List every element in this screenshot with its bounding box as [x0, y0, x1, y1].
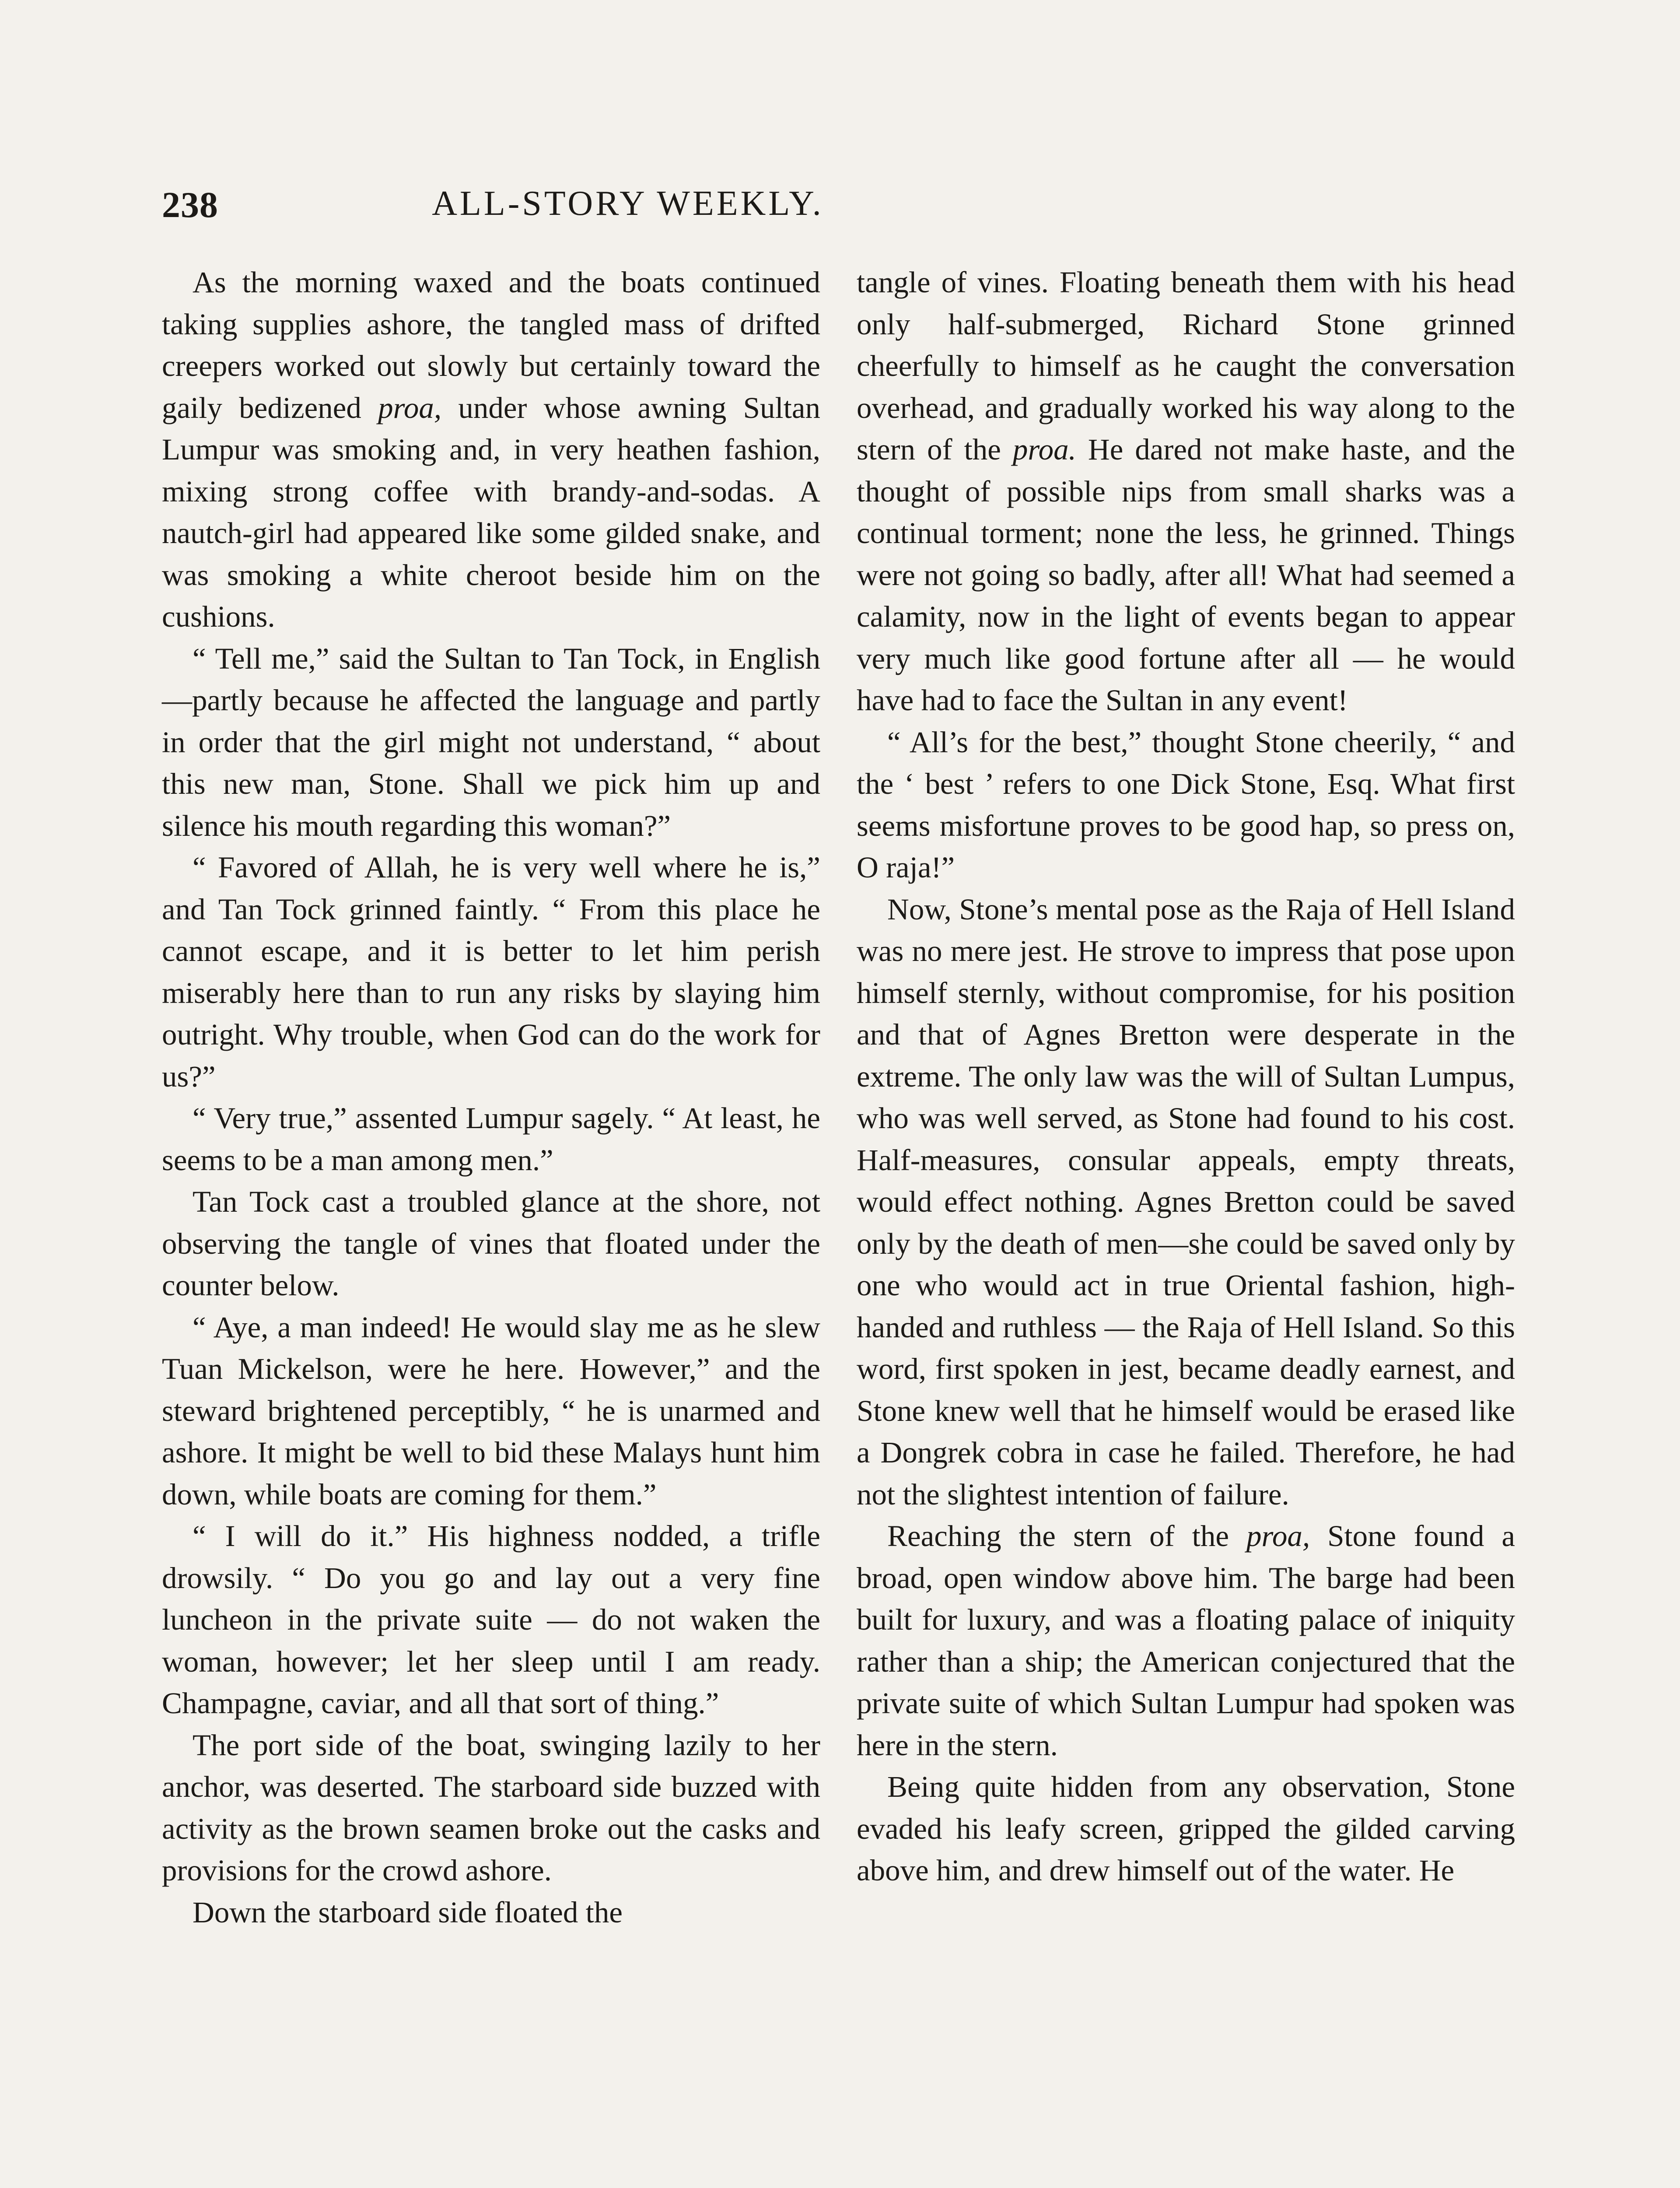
paragraph: “ I will do it.” His highness nodded, a trifle drowsily. “ Do you go and lay out a very fine luncheon in the private suite — do not waken the woman, however; let her sleep until I am ready. Champagne, caviar, and all that sort of thing.”: [162, 1519, 820, 1720]
right-column: [857, 262, 1515, 1892]
paragraph: tangle of vines. Floating beneath them with his head only half-submerged, Richard Stone grinned cheerfully to himself as he caught the conversation overhead, and gradually worked his way along to the stern of the proa. He dared not make haste, and the thought of possible nips from small sharks was a continual torment; none the less, he grinned. Things were not going so badly, after all! What had seemed a calamity, now in the light of events began to appear very much like good fortune after all — he would have had to face the Sultan in any event!: [857, 266, 1515, 717]
paragraph: “ Aye, a man indeed! He would slay me as he slew Tuan Mickelson, were he here. However,” and the steward brightened perceptibly, “ he is unarmed and ashore. It might be well to bid these Malays hunt him down, while boats are coming for them.”: [162, 1310, 820, 1511]
paragraph: Now, Stone’s mental pose as the Raja of Hell Island was no mere jest. He strove to impress that pose upon himself sternly, without compromise, for his position and that of Agnes Bretton were desperate in the extreme. The only law was the will of Sultan Lumpus, who was well served, as Stone had found to his cost. Half-measures, consular appeals, empty threats, would effect nothing. Agnes Bretton could be saved only by the death of men—she could be saved only by one who would act in true Oriental fashion, high-handed and ruthless — the Raja of Hell Island. So this word, first spoken in jest, became deadly earnest, and Stone knew well that he himself would be erased like a Dongrek cobra in case he failed. Therefore, he had not the slightest intention of failure.: [857, 892, 1515, 1511]
paragraph: Tan Tock cast a troubled glance at the shore, not observing the tangle of vines that floated under the counter below.: [162, 1185, 820, 1302]
left-column: [162, 262, 820, 1933]
paragraph: “ Favored of Allah, he is very well where he is,” and Tan Tock grinned faintly. “ From this place he cannot escape, and it is better to let him perish miserably here than to run any risks by slaying him outright. Why trouble, when God can do the work for us?”: [162, 851, 820, 1093]
paragraph: “ Very true,” assented Lumpur sagely. “ At least, he seems to be a man among men.”: [162, 1101, 820, 1177]
paragraph: “ Tell me,” said the Sultan to Tan Tock, in English—partly because he affected the language and partly in order that the girl might not understand, “ about this new man, Stone. Shall we pick him up and silence his mouth regarding this woman?”: [162, 642, 820, 842]
paragraph: Down the starboard side floated the: [192, 1895, 623, 1929]
paragraph: As the morning waxed and the boats continued taking supplies ashore, the tangled mass of drifted creepers worked out slowly but certainly toward the gaily bedizened proa, under whose awning Sultan Lumpur was smoking and, in very heathen fashion, mixing strong coffee with brandy-and-sodas. A nautch-girl had appeared like some gilded snake, and was smoking a white cheroot beside him on the cushions.: [162, 266, 820, 633]
paragraph: The port side of the boat, swinging lazily to her anchor, was deserted. The starboard side buzzed with activity as the brown seamen broke out the casks and provisions for the crowd ashore.: [162, 1728, 820, 1887]
paragraph: “ All’s for the best,” thought Stone cheerily, “ and the ‘ best ’ refers to one Dick Stone, Esq. What first seems misfortune proves to be good hap, so press on, O raja!”: [857, 725, 1515, 884]
running-title: ALL-STORY WEEKLY.: [432, 184, 824, 223]
page-header: [162, 184, 1094, 236]
paragraph: Reaching the stern of the proa, Stone found a broad, open window above him. The barge had been built for luxury, and was a floating palace of iniquity rather than a ship; the American conjectured that the private suite of which Sultan Lumpur had spoken was here in the stern.: [857, 1519, 1516, 1762]
paragraph: Being quite hidden from any observation, Stone evaded his leafy screen, gripped the gilded carving above him, and drew himself out of the water. He: [857, 1770, 1515, 1887]
page-number: 238: [162, 185, 218, 225]
